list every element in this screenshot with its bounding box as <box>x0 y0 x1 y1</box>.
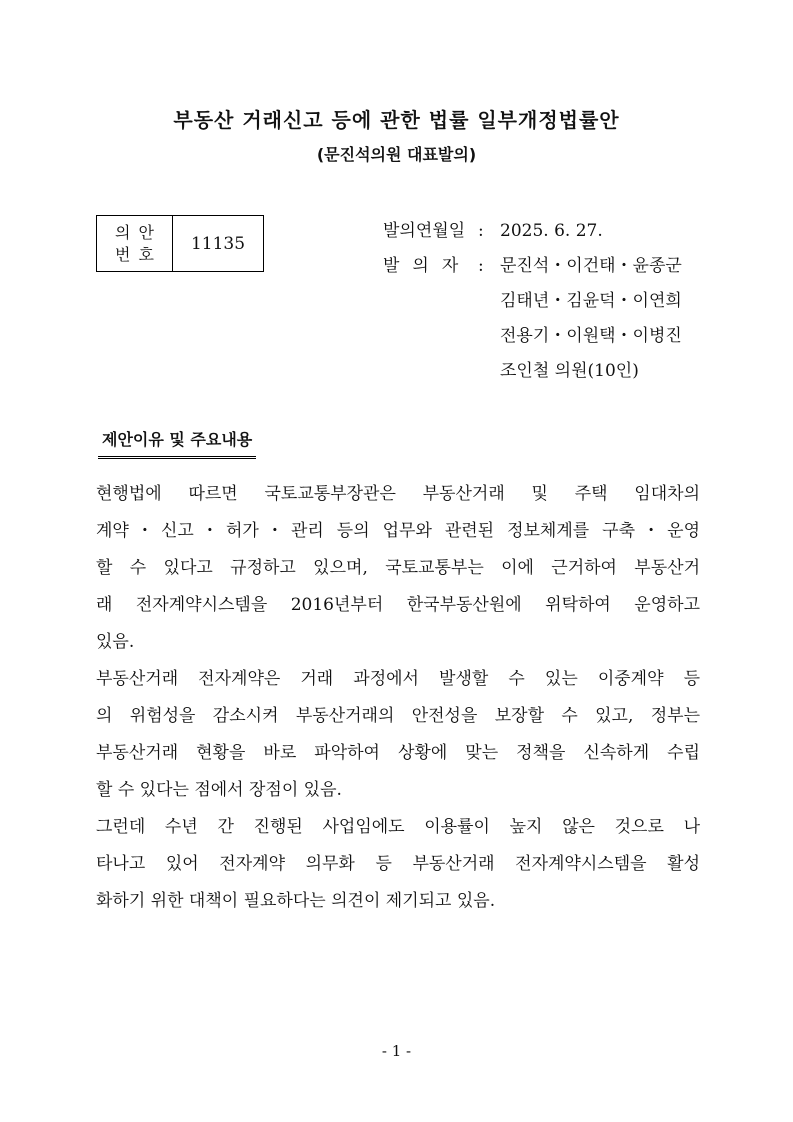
bill-number-label <box>97 216 173 271</box>
paragraph-2-line: 부동산거래 전자계약은 거래 과정에서 발생할 수 있는 이중계약 등 <box>96 669 700 689</box>
meta-proposers-line3: 전용기・이원택・이병진 <box>500 326 682 346</box>
meta-date-label: 발의연월일 <box>383 221 466 241</box>
paragraph-2-line: 부동산거래 현황을 바로 파악하여 상황에 맞는 정책을 신속하게 수립 <box>96 743 700 763</box>
paragraph-1-line: 래 전자계약시스템을 2016년부터 한국부동산원에 위탁하여 운영하고 <box>96 595 700 615</box>
paragraph-2-line: 의 위험성을 감소시켜 부동산거래의 안전성을 보장할 수 있고, 정부는 <box>96 706 700 726</box>
document-subtitle: (문진석의원 대표발의) <box>316 145 477 164</box>
paragraph-3-line: 그런데 수년 간 진행된 사업임에도 이용률이 높지 않은 것으로 나 <box>96 817 700 837</box>
document-title: 부동산 거래신고 등에 관한 법률 일부개정법률안 <box>173 108 620 132</box>
bill-label-line1: 의안 <box>115 222 162 242</box>
body-text <box>96 476 700 920</box>
meta-proposers-line1: 문진석・이건태・윤종군 <box>500 256 682 276</box>
meta-proposer-label: 발의자 <box>383 256 472 276</box>
meta-proposers-line2: 김태년・김윤덕・이연희 <box>500 291 682 311</box>
meta-proposers-line4: 조인철 의원(10인) <box>500 361 639 381</box>
meta-separator: : <box>478 221 484 241</box>
meta-date-value: 2025. 6. 27. <box>500 221 603 241</box>
paragraph-2-line: 할 수 있다는 점에서 장점이 있음. <box>96 780 342 800</box>
paragraph-1-line: 계약・신고・허가・관리 등의 업무와 관련된 정보체계를 구축・운영 <box>96 521 700 541</box>
page-number: - 1 - <box>381 1042 412 1060</box>
bill-meta <box>383 214 682 389</box>
paragraph-1-line: 할 수 있다고 규정하고 있으며, 국토교통부는 이에 근거하여 부동산거 <box>96 558 700 578</box>
section-heading: 제안이유 및 주요내용 <box>98 427 256 459</box>
paragraph-3-line: 타나고 있어 전자계약 의무화 등 부동산거래 전자계약시스템을 활성 <box>96 854 700 874</box>
bill-number-box <box>96 215 264 272</box>
paragraph-1-line: 현행법에 따르면 국토교통부장관은 부동산거래 및 주택 임대차의 <box>96 484 700 504</box>
meta-separator: : <box>478 256 484 276</box>
meta-proposer-row <box>383 249 682 284</box>
paragraph-1-line: 있음. <box>96 632 135 652</box>
paragraph-3-line: 화하기 위한 대책이 필요하다는 의견이 제기되고 있음. <box>96 891 496 911</box>
bill-number-value: 11135 <box>190 233 246 254</box>
bill-label-line2: 번호 <box>115 244 162 264</box>
meta-date-row <box>383 214 682 249</box>
